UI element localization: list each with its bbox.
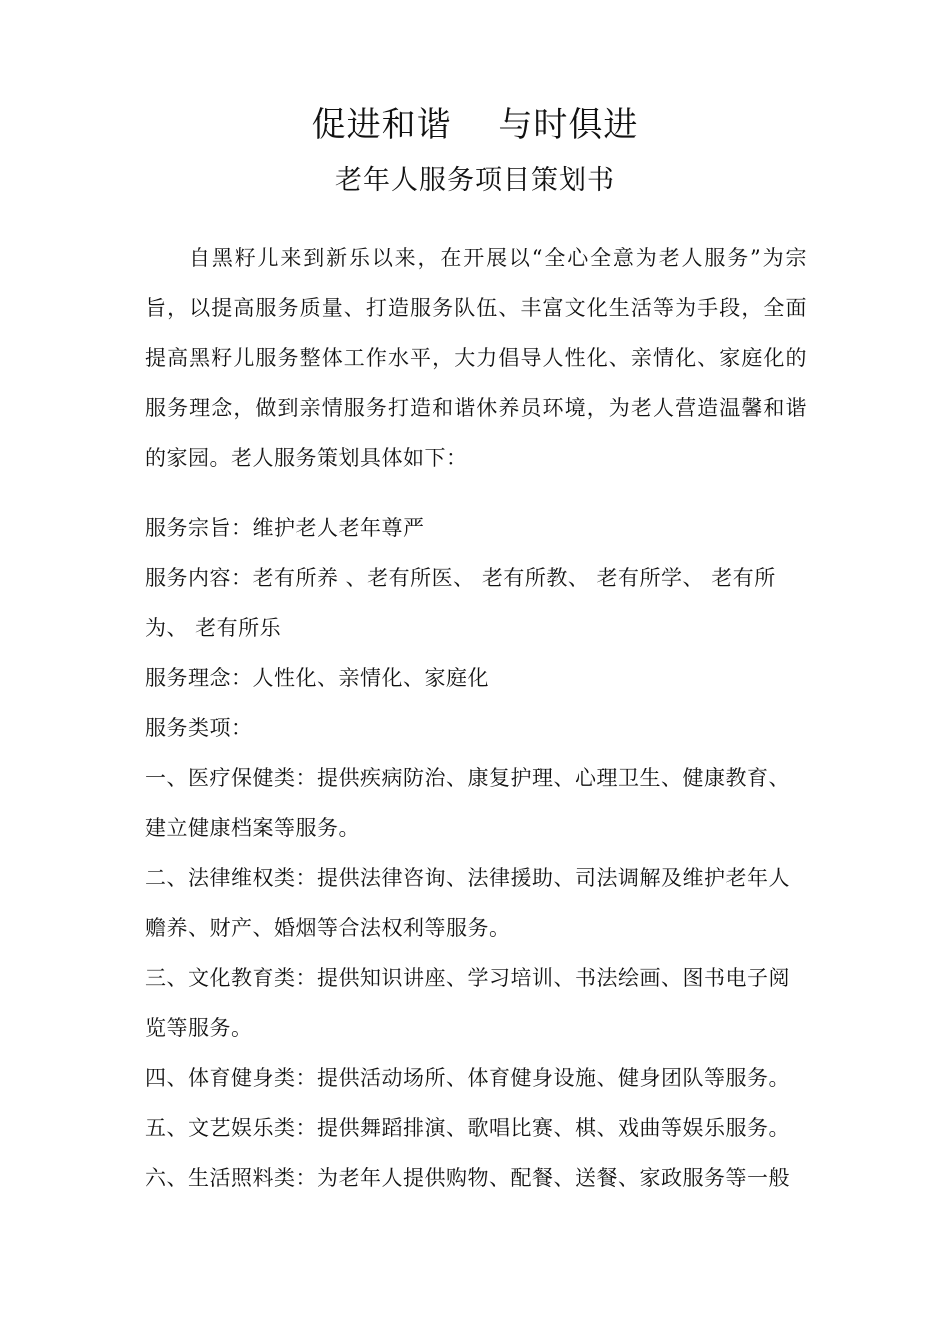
service-details xyxy=(145,503,807,1203)
category-legal-line-cont: 赡养、财产、婚烟等合法权利等服务。 xyxy=(145,916,511,940)
service-content-line-cont: 为、 老有所乐 xyxy=(145,616,282,640)
document-subtitle: 老年人服务项目策划书 xyxy=(335,165,615,196)
service-concept-line: 服务理念：人性化、亲情化、家庭化 xyxy=(145,666,489,690)
category-daily-care-line: 六、生活照料类：为老年人提供购物、配餐、送餐、家政服务等一般 xyxy=(145,1166,790,1190)
category-fitness-line: 四、体育健身类：提供活动场所、体育健身设施、健身团队等服务。 xyxy=(145,1066,790,1090)
category-entertainment-line: 五、文艺娱乐类：提供舞蹈排演、歌唱比赛、棋、戏曲等娱乐服务。 xyxy=(145,1116,790,1140)
category-medical-line-cont: 建立健康档案等服务。 xyxy=(145,816,360,840)
category-legal-line: 二、法律维权类：提供法律咨询、法律援助、司法调解及维护老年人 xyxy=(145,866,790,890)
document-title: 促进和谐 与时俱进 xyxy=(311,105,639,145)
intro-paragraph: 自黑籽儿来到新乐以来，在开展以“全心全意为老人服务”为宗旨，以提高服务质量、打造服务队伍、丰富文化生活等为手段，全面提高黑籽儿服务整体工作水平，大力倡导人性化、亲情化、家庭化的服务理念，做到亲情服务打造和谐休养员环境，为老人营造温馨和谐的家园。老人服务策划具体如下： xyxy=(145,246,807,470)
category-medical-line: 一、医疗保健类：提供疾病防治、康复护理、心理卫生、健康教育、 xyxy=(145,766,790,790)
category-education-line: 三、文化教育类：提供知识讲座、学习培训、书法绘画、图书电子阅 xyxy=(145,966,790,990)
service-purpose-line: 服务宗旨：维护老人老年尊严 xyxy=(145,516,425,540)
service-content-line: 服务内容：老有所养 、老有所医、 老有所教、 老有所学、 老有所 xyxy=(145,566,776,590)
category-education-line-cont: 览等服务。 xyxy=(145,1016,253,1040)
service-categories-heading: 服务类项： xyxy=(145,716,253,740)
